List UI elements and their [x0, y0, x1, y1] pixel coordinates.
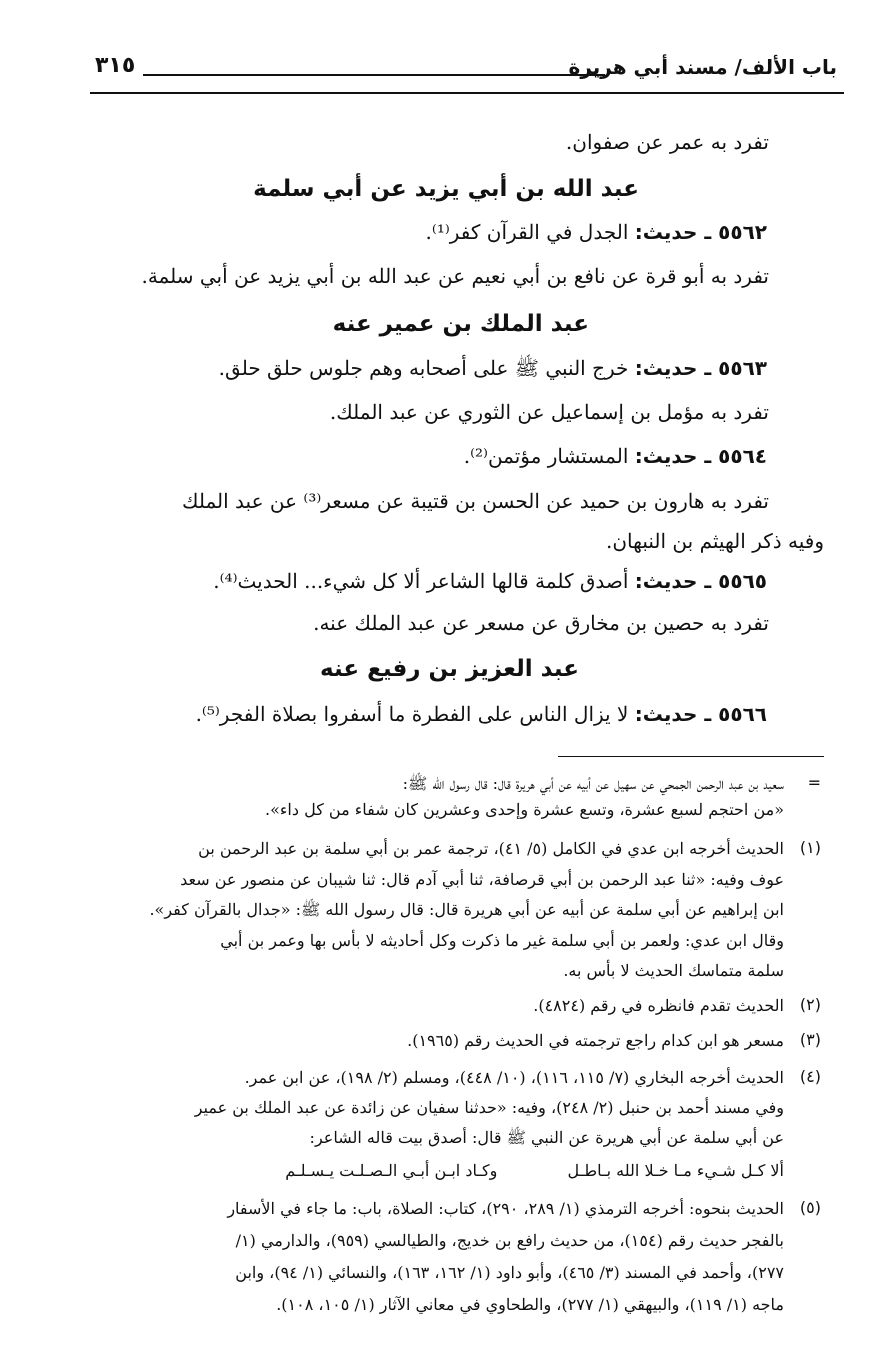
hadith-number: ٥٥٦٤ ـ حديث:	[634, 444, 767, 468]
poem-verse	[285, 1160, 784, 1182]
footnote-marker: (٤)	[799, 1067, 821, 1086]
footnote-marker: (١)	[799, 838, 821, 857]
text-line: تفرد به هارون بن حميد عن الحسن بن قتيبة عن مسعر⁽³⁾ عن عبد الملك	[182, 489, 769, 513]
footnote-line: «من احتجم لسبع عشرة، وتسع عشرة وإحدى وعشرين كان شفاء من كل داء».	[265, 800, 784, 819]
hadith-number: ٥٥٦٦ ـ حديث:	[634, 702, 767, 726]
footnote-marker: (٥)	[799, 1198, 821, 1217]
running-header	[95, 55, 837, 91]
text-line: تفرد به مؤمل بن إسماعيل عن الثوري عن عبد الملك.	[329, 400, 769, 424]
footnote-marker: (٢)	[799, 995, 821, 1014]
footnote-line: سعيد بن عبد الرحمن الجمحي عن سهيل عن أبيه عن أبي هريرة قال: قال رسول الله ﷺ:	[402, 774, 784, 793]
page-number: ٣١٥	[95, 53, 136, 78]
footnote-line: وفي مسند أحمد بن حنبل (٢/ ٢٤٨)، وفيه: «حدثنا سفيان عن زائدة عن عبد الملك بن عمير	[194, 1098, 784, 1117]
footnote-line: وقال ابن عدي: ولعمر بن أبي سلمة غير ما ذكرت وكل أحاديثه لا بأس بها وعمر بن أبي	[220, 931, 784, 950]
footnote-line: ابن إبراهيم عن أبي سلمة عن أبيه عن أبي هريرة قال: قال رسول الله ﷺ: «جدال بالقرآن كفر».	[149, 900, 784, 919]
footnote-line: الحديث أخرجه البخاري (٧/ ١١٥، ١١٦)، (١٠/ ٤٤٨)، ومسلم (٢/ ١٩٨)، عن ابن عمر.	[244, 1068, 784, 1087]
header-title: باب الألف/ مسند أبي هريرة	[568, 55, 837, 79]
header-rule	[90, 92, 844, 94]
footnote-line: بالفجر حديث رقم (١٥٤)، من حديث رافع بن خديج، والطيالسي (٩٥٩)، والدارمي (١/	[235, 1231, 784, 1250]
hadith-text: الجدل في القرآن كفر⁽¹⁾.	[425, 220, 629, 244]
hadith-entry	[464, 442, 767, 470]
footnote-marker: =	[807, 773, 821, 792]
footnote-line: ماجه (١/ ١١٩)، والبيهقي (١/ ٢٧٧)، والطحاوي في معاني الآثار (١/ ١٠٥، ١٠٨).	[276, 1295, 784, 1314]
poem-hemistich: ألا كـل شـيء مـا خـلا الله بـاطـل	[567, 1161, 784, 1180]
footnote-line: عوف وفيه: «ثنا عبد الرحمن بن أبي قرصافة، ثنا أبي آدم قال: ثنا شيبان عن منصور عن سعد	[180, 870, 784, 889]
hadith-number: ٥٥٦٢ ـ حديث:	[634, 220, 767, 244]
hadith-entry	[426, 218, 767, 246]
footnote-line: مسعر هو ابن كدام راجع ترجمته في الحديث رقم (١٩٦٥).	[407, 1031, 784, 1050]
text-line: تفرد به أبو قرة عن نافع بن أبي نعيم عن عبد الله بن أبي يزيد عن أبي سلمة.	[141, 264, 769, 288]
footnote-line: الحديث بنحوه: أخرجه الترمذي (١/ ٢٨٩، ٢٩٠)، كتاب: الصلاة، باب: ما جاء في الأسفار	[227, 1199, 784, 1218]
hadith-entry	[213, 567, 767, 595]
footnote-line: الحديث تقدم فانظره في رقم (٤٨٢٤).	[533, 996, 784, 1015]
section-heading: عبد العزيز بن رفيع عنه	[320, 656, 579, 682]
hadith-number: ٥٥٦٥ ـ حديث:	[634, 569, 767, 593]
hadith-entry	[196, 700, 767, 728]
text-line: وفيه ذكر الهيثم بن النبهان.	[606, 529, 824, 553]
hadith-text: لا يزال الناس على الفطرة ما أسفروا بصلاة الفجر⁽⁵⁾.	[195, 702, 629, 726]
hadith-number: ٥٥٦٣ ـ حديث:	[634, 356, 767, 380]
section-heading: عبد الله بن أبي يزيد عن أبي سلمة	[253, 176, 639, 202]
poem-hemistich: وكـاد ابـن أبـي الـصـلـت يـسـلـم	[285, 1161, 498, 1180]
hadith-text: خرج النبي ﷺ على أصحابه وهم جلوس حلق حلق.	[218, 356, 629, 380]
hadith-text: المستشار مؤتمن⁽²⁾.	[463, 444, 629, 468]
hadith-entry	[219, 354, 767, 382]
footnote-line: عن أبي سلمة عن أبي هريرة عن النبي ﷺ قال: أصدق بيت قاله الشاعر:	[309, 1128, 784, 1147]
text-line: تفرد به عمر عن صفوان.	[565, 130, 769, 154]
footnote-marker: (٣)	[799, 1030, 821, 1049]
footnote-separator	[558, 756, 824, 757]
footnote-line: سلمة متماسك الحديث لا بأس به.	[563, 961, 784, 980]
header-leader-line	[143, 74, 605, 76]
hadith-text: أصدق كلمة قالها الشاعر ألا كل شيء... الحديث⁽⁴⁾.	[213, 569, 629, 593]
text-line: تفرد به حصين بن مخارق عن مسعر عن عبد الملك عنه.	[313, 611, 769, 635]
section-heading: عبد الملك بن عمير عنه	[332, 311, 589, 337]
footnote-line: ٢٧٧)، وأحمد في المسند (٣/ ٤٦٥)، وأبو داود (١/ ١٦٢، ١٦٣)، والنسائي (١/ ٩٤)، وابن	[235, 1263, 784, 1282]
footnote-line: الحديث أخرجه ابن عدي في الكامل (٥/ ٤١)، ترجمة عمر بن أبي سلمة بن عبد الرحمن بن	[198, 839, 784, 858]
